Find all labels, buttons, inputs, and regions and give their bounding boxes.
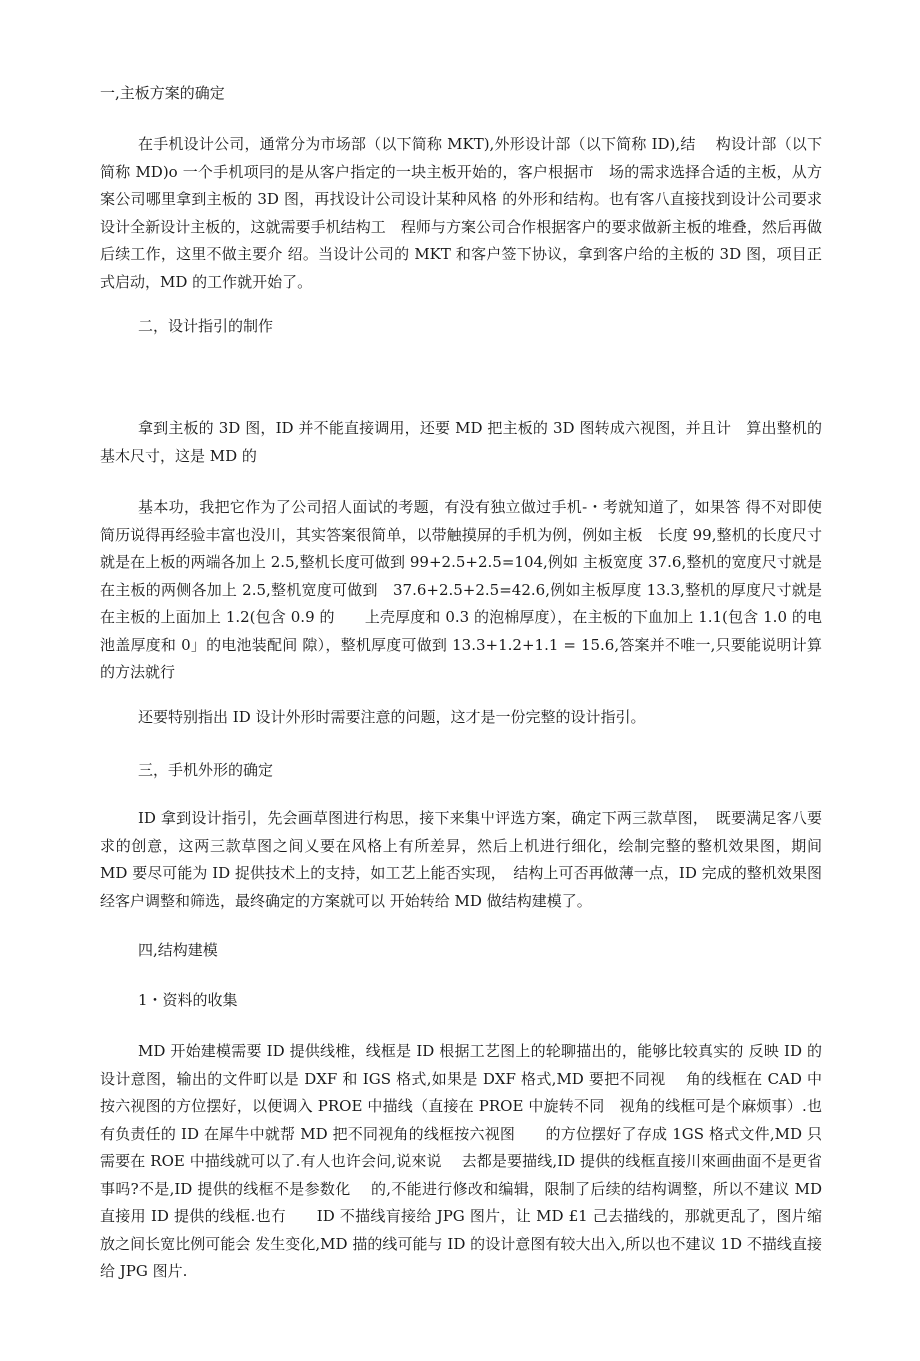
section-heading-1: 一,主板方案的确定 [100,84,225,102]
section-heading-5: 1・资料的收集 [138,991,238,1009]
section-heading-2: 二，设计指引的制作 [138,317,274,335]
paragraph-6: MD 开始建模需要 ID 提供线椎，线框是 ID 根据工艺图上的轮聊描出的，能够比较真实的 反映 ID 的设计意图，输出的文件町以是 DXF 和 IGS 格式,如果是 DXF 格式,MD 要把不同视 角的线框在 CAD 中按六视图的方位摆好，以便调入 PROE 中描线（直接在 PROE 中旋转不同 视角的线框可是个麻烦事）.也有负责任的 ID 在犀牛中就帮 MD 把不同视角的线框按六视图 的方位摆好了存成 1GS 格式文件,MD 只需要在 ROE 中描线就可以了.有人也许会问,说來说 去都是要描线,ID 提供的线框直接川來画曲面不是更省事吗?不是,ID 提供的线框不是参数化 的,不能进行修改和编辑，限制了后续的结构调整，所以不建议 MD 直接用 ID 提供的线框.也冇 ID 不描线肓接给 JPG 图片，让 MD £1 己去描线的，那就更乱了，图片缩放之间长宽比例可能会 发生变化,MD 描的线可能与 ID 的设计意图有较大出入,所以也不建议 1D 不描线直接给 JPG 图片. [100,1042,822,1280]
paragraph-1: 在手机设计公司，通常分为市场部（以下简称 MKT),外形设计部（以下简称 ID),结 构设计部（以下简称 MD)o 一个手机项冃的是从客户指定的一块主板开始的，客户根据市 场的需求选择合适的主板，从方案公司哪里拿到主板的 3D 图，再找设计公司设计某种风格 的外形和结构。也有客八直接找到设计公司要求设计全新设计主板的，这就需要手机结构工 程师与方案公司合作根据客户的要求做新主板的堆叠，然后再做后续工作，这里不做主要介 绍。当设计公司的 MKT 和客户签下协议，拿到客户给的主板的 3D 图，项目正式启动，MD 的工作就开始了。 [100,135,822,291]
paragraph-2: 拿到主板的 3D 图，ID 并不能直接调用，还要 MD 把主板的 3D 图转成六视图，并且计 算出整机的基木尺寸，这是 MD 的 [100,419,822,465]
section-heading-4: 四,结构建模 [138,941,218,959]
section-heading-3: 三，手机外形的确定 [138,761,274,779]
paragraph-4: 还要特别指出 ID 设计外形时需要注意的问题，这才是一份完整的设计指引。 [138,708,646,726]
paragraph-3: 基本功，我把它作为了公司招人面试的考题，有没有独立做过手机-・考就知道了，如果答 得不对即使简历说得再经验丰富也没川，其实答案很简单，以带触摸屏的手机为例，例如主板 长度 99,整机的长度尺寸就是在上板的两端各加上 2.5,整机长度可做到 99+2.5+2.5=104,例如 主板宽度 37.6,整机的宽度尺寸就是在主板的两侧各加上 2.5,整机宽度可做到 37.6+2.5+2.5=42.6,例如主板厚度 13.3,整机的厚度尺寸就是在主板的上面加上 1.2(包含 0.9 的 上壳厚度和 0.3 的泡棉厚度），在主板的下血加上 1.1(包含 1.0 的电池盖厚度和 0」的电池装配间 隙），整机厚度可做到 13.3+1.2+1.1 = 15.6,答案并不唯一,只要能说明计算的方法就行 [100,498,822,681]
paragraph-5: ID 拿到设计指引，先会画草图进行构思，接下来集屮评选方案，确定下两三款草图， 既要满足客八要求的创意，这两三款草图之间乂要在风格上有所差昇，然后上机进行细化，绘制完整的整机效果图，期间 MD 要尽可能为 ID 捉供技术上的支持，如工艺上能否实现， 结构上可否再做薄一点，ID 完成的整机效果图经客户调整和筛选，最终确定的方案就可以 开始转给 MD 做结构建模了。 [100,809,822,910]
